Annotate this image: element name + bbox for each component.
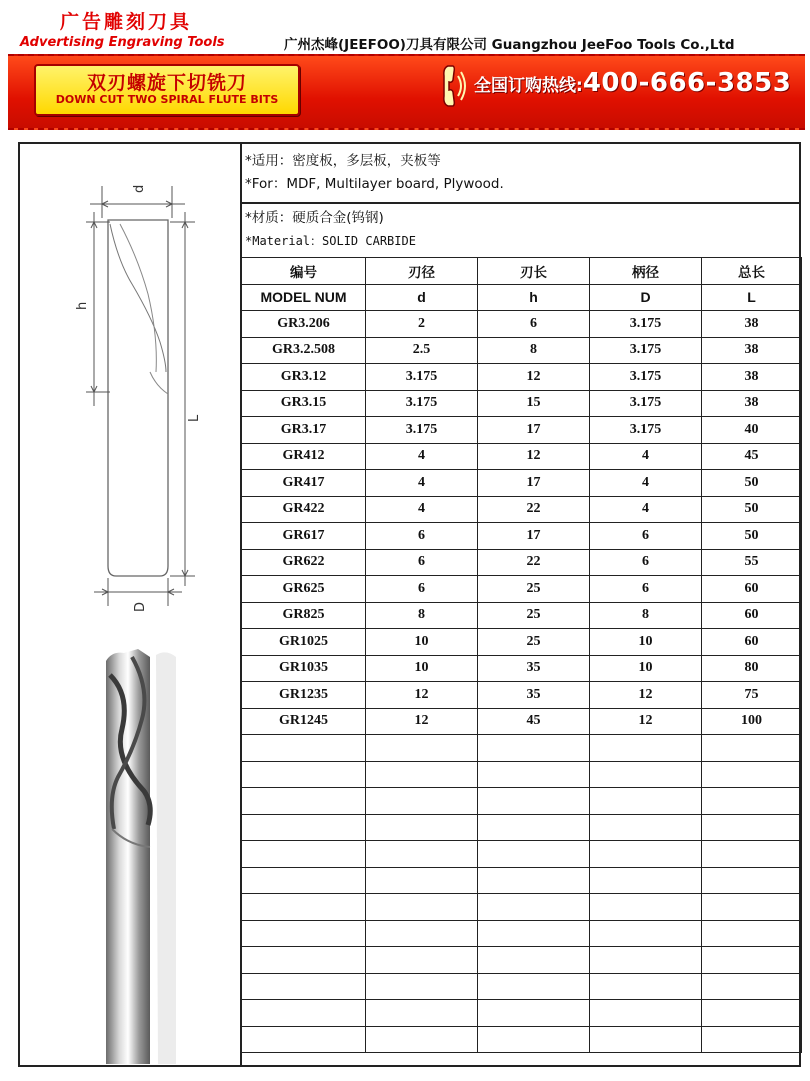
table-cell [590, 761, 702, 788]
table-cell: 35 [478, 655, 590, 682]
table-cell: GR3.2.508 [242, 337, 366, 364]
table-row [242, 655, 802, 682]
table-cell: 4 [366, 443, 478, 470]
table-cell [590, 814, 702, 841]
table-cell [242, 761, 366, 788]
table-cell [590, 1026, 702, 1053]
spec-table [241, 257, 802, 1053]
table-cell [478, 1000, 590, 1027]
table-row-empty [242, 841, 802, 868]
usage-en: *For：MDF, Multilayer board, Plywood. [245, 176, 504, 192]
table-cell: 60 [702, 629, 802, 656]
table-cell [702, 894, 802, 921]
table-cell: GR417 [242, 470, 366, 497]
table-cell: 柄径 [590, 258, 702, 285]
tool-product-photo [98, 649, 206, 1064]
table-row [242, 390, 802, 417]
table-cell [702, 814, 802, 841]
material-cn: *材质：硬质合金(钨钢) [245, 210, 384, 226]
table-cell: GR1235 [242, 682, 366, 709]
table-cell: L [702, 284, 802, 311]
table-row [242, 523, 802, 550]
table-cell: 8 [366, 602, 478, 629]
table-cell [242, 1000, 366, 1027]
table-cell [590, 1000, 702, 1027]
table-row [242, 311, 802, 338]
table-cell: 6 [366, 523, 478, 550]
usage-cn: *适用：密度板，多层板，夹板等 [245, 153, 441, 169]
table-cell: GR3.206 [242, 311, 366, 338]
table-cell: GR3.17 [242, 417, 366, 444]
table-cell [366, 735, 478, 762]
table-cell: 45 [478, 708, 590, 735]
table-cell [366, 920, 478, 947]
table-cell: 35 [478, 682, 590, 709]
table-cell [478, 841, 590, 868]
table-cell: 15 [478, 390, 590, 417]
table-row [242, 549, 802, 576]
table-cell: GR1245 [242, 708, 366, 735]
table-cell: 3.175 [366, 364, 478, 391]
table-cell [366, 841, 478, 868]
hotline-number: 400-666-3853 [582, 68, 792, 98]
table-cell: 12 [478, 443, 590, 470]
table-cell: 25 [478, 576, 590, 603]
table-cell: 12 [478, 364, 590, 391]
table-cell: GR3.15 [242, 390, 366, 417]
table-cell [702, 1000, 802, 1027]
table-cell [478, 867, 590, 894]
table-row-empty [242, 1026, 802, 1053]
table-cell: 8 [478, 337, 590, 364]
table-cell: 4 [590, 496, 702, 523]
table-cell: 10 [366, 629, 478, 656]
table-row-empty [242, 920, 802, 947]
table-cell: 3.175 [590, 364, 702, 391]
table-cell: 38 [702, 337, 802, 364]
material-en: *Material：SOLID CARBIDE [245, 234, 416, 248]
table-cell [366, 814, 478, 841]
table-cell: 3.175 [366, 390, 478, 417]
table-cell [242, 920, 366, 947]
table-cell: 4 [590, 443, 702, 470]
table-cell [478, 788, 590, 815]
table-row [242, 576, 802, 603]
table-cell: 2 [366, 311, 478, 338]
table-cell [366, 761, 478, 788]
table-row [242, 496, 802, 523]
usage-info [245, 150, 504, 196]
table-row [242, 602, 802, 629]
table-cell [702, 735, 802, 762]
table-row-empty [242, 894, 802, 921]
table-row [242, 470, 802, 497]
table-cell: 55 [702, 549, 802, 576]
table-cell: GR1025 [242, 629, 366, 656]
table-cell: GR3.12 [242, 364, 366, 391]
product-spec-sheet [18, 142, 801, 1067]
table-cell [590, 841, 702, 868]
table-cell [590, 947, 702, 974]
table-cell [478, 1026, 590, 1053]
table-cell [702, 920, 802, 947]
table-cell [366, 867, 478, 894]
table-cell: 6 [590, 576, 702, 603]
table-cell [366, 788, 478, 815]
table-row-empty [242, 788, 802, 815]
table-cell [366, 894, 478, 921]
table-cell: d [366, 284, 478, 311]
table-cell: 刃长 [478, 258, 590, 285]
table-cell: 3.175 [590, 417, 702, 444]
table-row [242, 708, 802, 735]
table-cell: GR617 [242, 523, 366, 550]
table-row-empty [242, 735, 802, 762]
table-cell [242, 841, 366, 868]
table-cell: 6 [590, 549, 702, 576]
table-cell: 22 [478, 496, 590, 523]
table-cell: 12 [590, 708, 702, 735]
info-separator [241, 202, 799, 204]
table-cell: 10 [590, 629, 702, 656]
table-cell: 4 [366, 470, 478, 497]
table-cell: 刃径 [366, 258, 478, 285]
table-cell: 4 [366, 496, 478, 523]
table-cell: 3.175 [590, 311, 702, 338]
dim-label-L: L [187, 414, 202, 422]
product-title-en: DOWN CUT TWO SPIRAL FLUTE BITS [55, 93, 279, 106]
table-cell: 38 [702, 311, 802, 338]
table-cell: 4 [590, 470, 702, 497]
table-row-empty [242, 947, 802, 974]
table-cell: GR412 [242, 443, 366, 470]
table-row-empty [242, 973, 802, 1000]
table-cell [478, 920, 590, 947]
material-info [245, 207, 416, 253]
table-cell: 75 [702, 682, 802, 709]
table-cell [366, 973, 478, 1000]
table-cell [242, 894, 366, 921]
table-cell [242, 788, 366, 815]
table-cell: D [590, 284, 702, 311]
table-cell: 60 [702, 602, 802, 629]
table-cell [478, 894, 590, 921]
table-cell: 10 [590, 655, 702, 682]
table-cell [702, 1026, 802, 1053]
table-cell [242, 1026, 366, 1053]
table-cell: 12 [590, 682, 702, 709]
table-cell: 17 [478, 470, 590, 497]
product-title-plate [34, 64, 300, 116]
table-cell: 10 [366, 655, 478, 682]
tool-dimension-drawing [60, 166, 210, 616]
table-cell: 50 [702, 523, 802, 550]
table-row-empty [242, 814, 802, 841]
table-cell: MODEL NUM [242, 284, 366, 311]
table-cell [366, 1026, 478, 1053]
table-row [242, 417, 802, 444]
table-cell [590, 788, 702, 815]
table-cell: 50 [702, 470, 802, 497]
hotline [474, 68, 791, 98]
table-header-cn [242, 258, 802, 285]
table-cell [702, 761, 802, 788]
table-cell: 3.175 [590, 337, 702, 364]
table-cell: 100 [702, 708, 802, 735]
company-name: 广州杰峰(JEEFOO)刀具有限公司 Guangzhou JeeFoo Tools Co.,Ltd [284, 37, 735, 53]
table-cell: 8 [590, 602, 702, 629]
table-cell: 38 [702, 364, 802, 391]
table-cell [478, 973, 590, 1000]
table-cell: 6 [366, 576, 478, 603]
product-title-cn: 双刃螺旋下切铣刀 [86, 72, 247, 94]
table-cell [366, 947, 478, 974]
table-cell: 3.175 [590, 390, 702, 417]
table-cell [702, 867, 802, 894]
table-cell [478, 947, 590, 974]
table-cell: 12 [366, 708, 478, 735]
table-cell: h [478, 284, 590, 311]
dim-label-D: D [133, 601, 148, 612]
table-row-empty [242, 761, 802, 788]
table-cell: 22 [478, 549, 590, 576]
table-cell: 50 [702, 496, 802, 523]
table-cell [242, 735, 366, 762]
table-row [242, 682, 802, 709]
table-cell: 25 [478, 602, 590, 629]
table-cell [242, 867, 366, 894]
table-cell [478, 735, 590, 762]
table-cell [366, 1000, 478, 1027]
table-cell: 80 [702, 655, 802, 682]
hotline-label: 全国订购热线: [474, 76, 583, 96]
phone-icon [442, 62, 468, 110]
table-row [242, 364, 802, 391]
table-cell [590, 920, 702, 947]
dim-label-h: h [75, 301, 90, 310]
dim-label-d: d [132, 184, 147, 193]
table-cell [242, 947, 366, 974]
table-row [242, 629, 802, 656]
table-cell: 17 [478, 417, 590, 444]
table-cell [590, 973, 702, 1000]
table-cell: 60 [702, 576, 802, 603]
table-cell: 编号 [242, 258, 366, 285]
table-cell: GR422 [242, 496, 366, 523]
table-cell: 45 [702, 443, 802, 470]
table-cell: 2.5 [366, 337, 478, 364]
table-cell [242, 973, 366, 1000]
table-cell: 6 [478, 311, 590, 338]
table-row [242, 443, 802, 470]
table-cell: 总长 [702, 258, 802, 285]
table-cell [242, 814, 366, 841]
table-row-empty [242, 867, 802, 894]
table-cell: 17 [478, 523, 590, 550]
table-cell [702, 947, 802, 974]
product-banner [8, 54, 805, 130]
table-row-empty [242, 1000, 802, 1027]
table-cell: 6 [366, 549, 478, 576]
brand-title-en: Advertising Engraving Tools [20, 35, 225, 50]
table-cell: 12 [366, 682, 478, 709]
table-header-en [242, 284, 802, 311]
table-cell: GR1035 [242, 655, 366, 682]
table-cell [590, 867, 702, 894]
table-cell: 6 [590, 523, 702, 550]
table-cell [590, 735, 702, 762]
table-cell: GR622 [242, 549, 366, 576]
table-row [242, 337, 802, 364]
table-cell [478, 814, 590, 841]
table-cell: GR825 [242, 602, 366, 629]
brand-title-cn: 广告雕刻刀具 [60, 11, 193, 33]
table-cell: 38 [702, 390, 802, 417]
table-cell: GR625 [242, 576, 366, 603]
table-cell [702, 788, 802, 815]
table-cell [702, 973, 802, 1000]
table-cell [590, 894, 702, 921]
table-cell: 40 [702, 417, 802, 444]
table-cell [702, 841, 802, 868]
table-cell [478, 761, 590, 788]
table-cell: 25 [478, 629, 590, 656]
table-cell: 3.175 [366, 417, 478, 444]
